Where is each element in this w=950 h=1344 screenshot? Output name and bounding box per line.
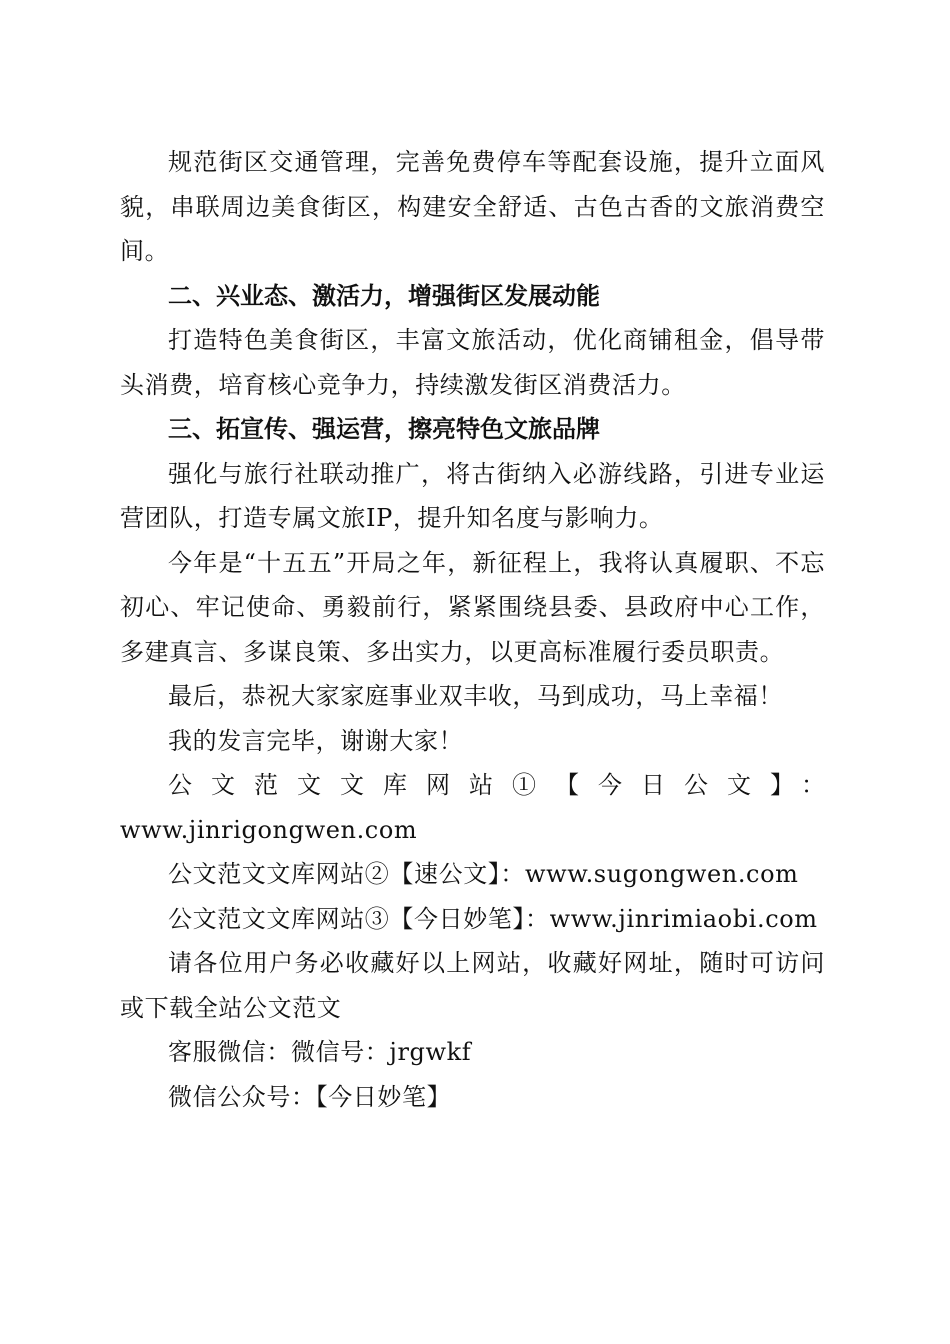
document-body [120, 140, 825, 1119]
site1-url: www.jinrigongwen.com [120, 815, 418, 844]
paragraph-wishes: 最后，恭祝大家家庭事业双丰收，马到成功，马上幸福！ [168, 682, 783, 710]
paragraph-business: 打造特色美食街区，丰富文旅活动，优化商铺租金，倡导带头消费，培育核心竞争力，持续激发街区消费活力。 [120, 326, 825, 399]
site3-line: 公文范文文库网站③【今日妙笔】：www.jinrimiaobi.com [168, 904, 818, 933]
paragraph-promotion: 强化与旅行社联动推广，将古街纳入必游线路，引进专业运营团队，打造专属文旅IP，提升知名度与影响力。 [120, 459, 825, 532]
paragraph-closing: 我的发言完毕，谢谢大家！ [168, 726, 464, 755]
official-account-line: 微信公众号：【今日妙笔】 [168, 1082, 452, 1111]
paragraph-facilities: 规范街区交通管理，完善免费停车等配套设施，提升立面风貌，串联周边美食街区，构建安全舒适、古色古香的文旅消费空间。 [120, 148, 825, 265]
section-heading-3: 三、拓宣传、强运营，擦亮特色文旅品牌 [168, 415, 600, 443]
site2-line: 公文范文文库网站②【速公文】：www.sugongwen.com [168, 860, 799, 888]
paragraph-commitment: 今年是“十五五”开局之年，新征程上，我将认真履职、不忘初心、牢记使命、勇毅前行，紧紧围绕县委、县政府中心工作，多建真言、多谋良策、多出实力，以更高标准履行委员职责。 [120, 548, 825, 666]
section-heading-2: 二、兴业态、激活力，增强街区发展动能 [168, 281, 600, 310]
wechat-line: 客服微信：微信号：jrgwkf [168, 1038, 472, 1066]
site1-label: 公文范文文库网站①【今日公文】： [168, 771, 825, 799]
notice-paragraph: 请各位用户务必收藏好以上网站，收藏好网址，随时可访问或下载全站公文范文 [120, 949, 825, 1022]
